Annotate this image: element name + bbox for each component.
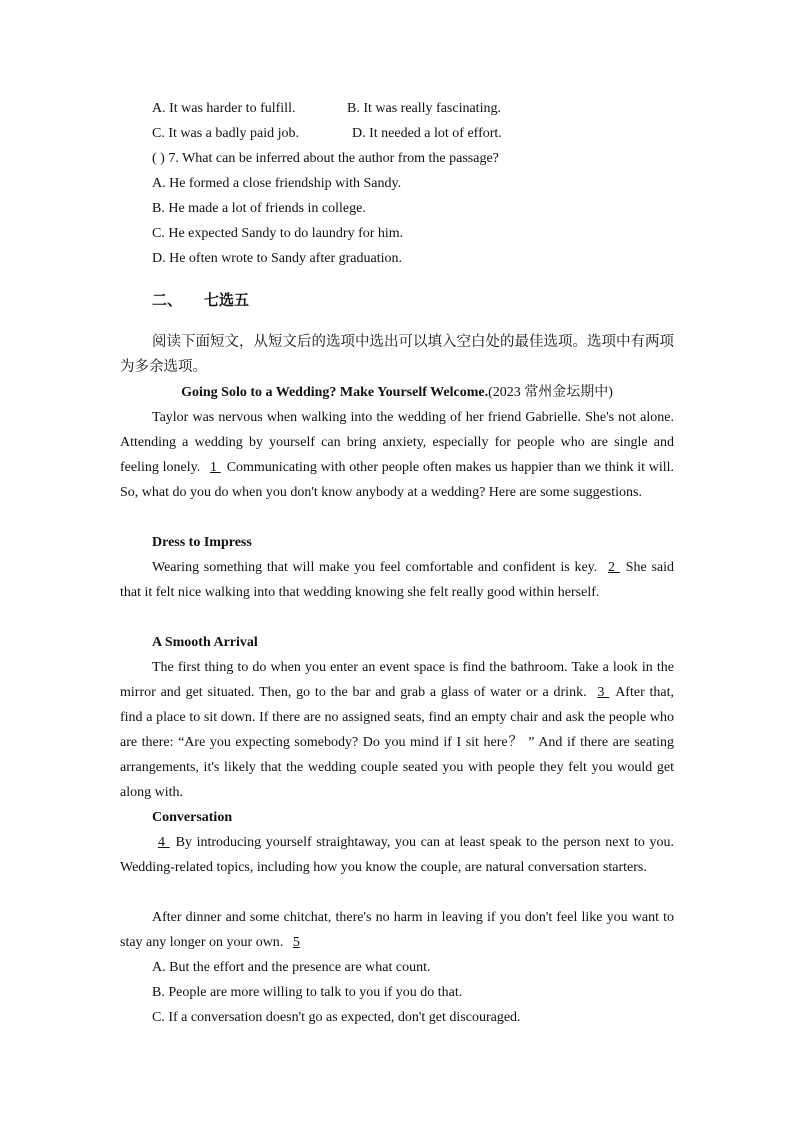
blank-4: 4 (158, 835, 170, 850)
paragraph-2 (120, 555, 674, 605)
q6-option-a: A. It was harder to fulfill. (152, 101, 296, 116)
paragraph-5 (120, 905, 674, 955)
subheading-conversation: Conversation (152, 810, 233, 825)
q7-option-c: C. He expected Sandy to do laundry for him. (152, 226, 404, 241)
passage-title-text: Going Solo to a Wedding? Make Yourself Welcome. (181, 385, 489, 400)
paragraph-4 (120, 830, 674, 880)
option-b: B. People are more willing to talk to you if you do that. (152, 985, 463, 1000)
q6-options-row-2 (152, 121, 502, 146)
q7-option-b: B. He made a lot of friends in college. (152, 201, 366, 216)
paragraph-3 (120, 655, 674, 805)
passage-source: (2023 常州金坛期中) (488, 385, 613, 400)
blank-5: 5 (292, 935, 300, 950)
q6-option-b: B. It was really fascinating. (347, 101, 501, 116)
section-heading (152, 288, 249, 313)
paragraph-2-text-b: She said that it felt nice walking into that wedding knowing she felt really good within herself. (120, 560, 675, 600)
section-name: 七选五 (204, 291, 250, 309)
paragraph-3-text-b: After that, find a place to sit down. If there are no assigned seats, find an empty chair and ask the people who are there: “Are you expecting somebody? Do you mind if I sit here？ ” And if there are seating arrangements, it's likely that the wedding couple seated you with people they felt you would get along with. (120, 685, 675, 800)
option-c: C. If a conversation doesn't go as expected, don't get discouraged. (152, 1010, 521, 1025)
paragraph-2-text-a: Wearing something that will make you feel comfortable and confident is key. (152, 560, 602, 575)
q6-option-d: D. It needed a lot of effort. (352, 126, 502, 141)
paragraph-1-text-a: Taylor was nervous when walking into the wedding of her friend Gabrielle. She's not alone. Attending a wedding by yourself can bring anxiety, especially for people who are single and feeling lonely. (120, 410, 674, 475)
instruction-text: 阅读下面短文，从短文后的选项中选出可以填入空白处的最佳选项。选项中有两项为多余选项。 (120, 334, 674, 375)
section-number: 二、 (152, 291, 183, 309)
blank-3: 3 (597, 685, 610, 700)
q6-option-c: C. It was a badly paid job. (152, 126, 299, 141)
q6-options-row-1 (152, 96, 501, 121)
q7-stem: ( ) 7. What can be inferred about the author from the passage? (152, 151, 499, 166)
blank-1: 1 (209, 460, 221, 475)
subheading-dress-to-impress: Dress to Impress (152, 535, 252, 550)
paragraph-4-text: By introducing yourself straightaway, you can at least speak to the person next to you. Wedding-related topics, including how you know the couple, are natural conversation starters. (120, 835, 674, 875)
blank-2: 2 (608, 560, 620, 575)
passage-title (120, 380, 674, 405)
paragraph-1 (120, 405, 674, 505)
subheading-smooth-arrival: A Smooth Arrival (152, 635, 258, 650)
paragraph-1-text-b: Communicating with other people often makes us happier than we think it will. So, what do you do when you don't know anybody at a wedding? Here are some suggestions. (120, 460, 674, 500)
paragraph-3-text-a: The first thing to do when you enter an event space is find the bathroom. Take a look in the mirror and get situated. Then, go to the bar and grab a glass of water or a drink. (120, 660, 674, 700)
q7-option-d: D. He often wrote to Sandy after graduation. (152, 251, 402, 266)
paragraph-5-text: After dinner and some chitchat, there's no harm in leaving if you don't feel like you want to stay any longer on your own. (120, 910, 674, 950)
option-a: A. But the effort and the presence are what count. (152, 960, 431, 975)
q7-option-a: A. He formed a close friendship with Sandy. (152, 176, 402, 191)
